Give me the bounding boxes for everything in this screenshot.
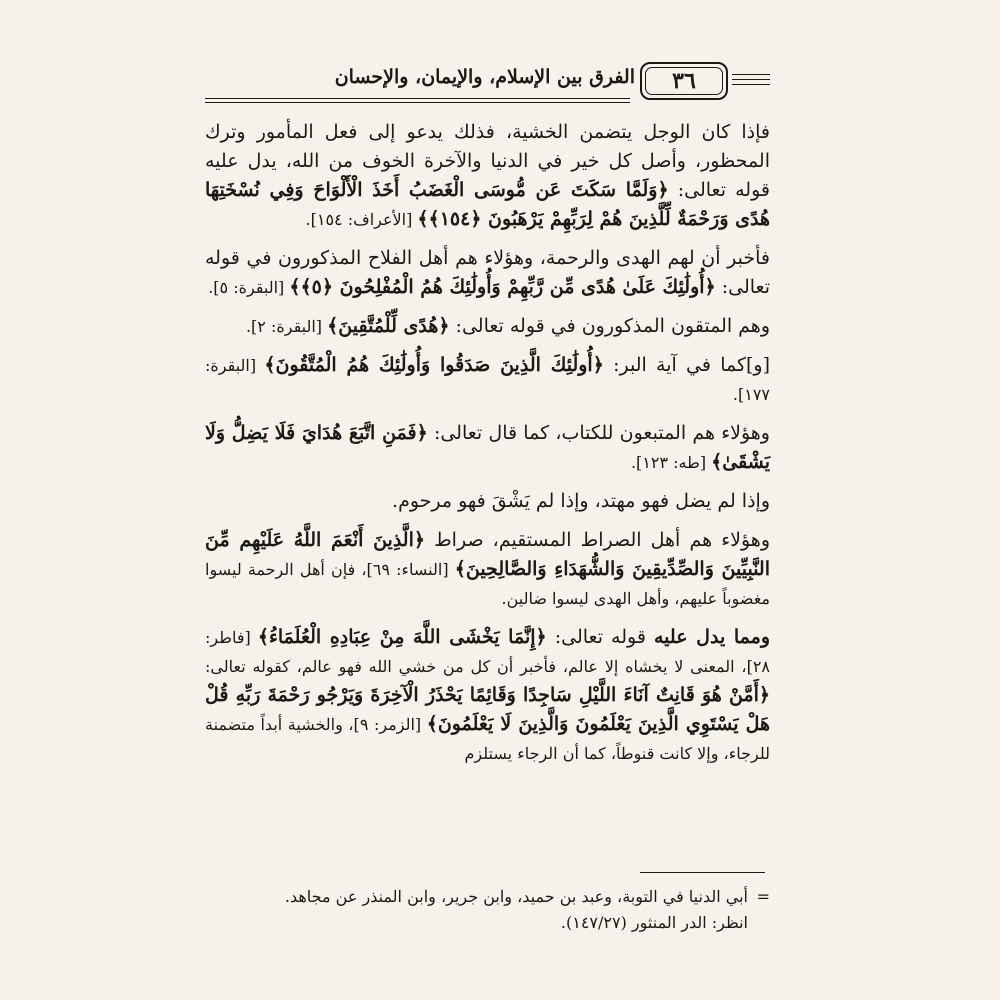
- verse-reference: [طه: ١٢٣].: [630, 453, 712, 472]
- verse-reference: [فاطر: ٢٨]، المعنى لا يخشاه إلا عالم، فأخبر أن كل من خشي الله فهو عالم، كقوله تعالى:: [205, 628, 770, 676]
- text: وإذا لم يضل فهو مهتد، وإذا لم يَشْقَ فهو مرحوم.: [392, 490, 770, 512]
- verse-reference: [البقرة: ٥].: [208, 278, 290, 297]
- paragraph: [205, 623, 770, 768]
- text: وهؤلاء هم أهل الصراط المستقيم، صراط: [425, 529, 770, 551]
- verse-reference: [البقرة: ٢].: [245, 317, 328, 336]
- page-header: [205, 62, 770, 102]
- paragraph: [205, 244, 770, 302]
- quran-verse: ﴿أُولَٰئِكَ عَلَىٰ هُدًى مِّن رَّبِّهِمْ وَأُولَٰئِكَ هُمُ الْمُفْلِحُونَ ﴿٥﴾﴾: [289, 276, 716, 298]
- footnote-continuation-mark: =: [756, 887, 770, 906]
- page-number: ٣٦: [640, 62, 728, 100]
- quran-verse: ﴿الَّذِينَ أَنْعَمَ اللَّهُ عَلَيْهِم مِّنَ النَّبِيِّينَ وَالصِّدِّيقِينَ وَالشُّهَدَاءِ وَالصَّالِحِينَ﴾: [205, 529, 771, 580]
- ornament-rule: [732, 74, 770, 75]
- verse-reference: [النساء: ٦٩]، فإن أهل الرحمة ليسوا مغضوباً عليهم، وأهل الهدى ليسوا ضالين.: [205, 560, 770, 608]
- quran-verse: ﴿وَلَمَّا سَكَتَ عَن مُّوسَى الْغَضَبُ أَخَذَ الْأَلْوَاحَ وَفِي نُسْخَتِهَا هُدًى وَرَحْمَةٌ لِّلَّذِينَ هُمْ لِرَبِّهِمْ يَرْهَبُونَ ﴿١٥٤﴾﴾: [205, 179, 770, 230]
- header-rule: [205, 102, 630, 103]
- main-text: [205, 118, 770, 778]
- text: فأخبر أن لهم الهدى والرحمة، وهؤلاء هم أهل الفلاح المذكورون في قوله تعالى:: [205, 247, 770, 298]
- running-title: الفرق بين الإسلام، والإيمان، والإحسان: [334, 66, 635, 88]
- paragraph: [205, 118, 770, 234]
- quran-verse: ﴿هُدًى لِّلْمُتَّقِينَ﴾: [327, 315, 450, 337]
- text: قوله تعالى:: [546, 626, 654, 648]
- text: وهؤلاء هم المتبعون للكتاب، كما قال تعالى:: [427, 422, 770, 444]
- verse-reference: [الأعراف: ١٥٤].: [305, 210, 418, 229]
- verse-reference: [الزمر: ٩]، والخشية أبداً متضمنة للرجاء، وإلا كانت قنوطاً، كما أن الرجاء يستلزم: [205, 715, 770, 763]
- ornament-rule: [732, 79, 770, 80]
- verse-reference: [البقرة: ١٧٧].: [205, 356, 770, 404]
- footnote-line: أبي الدنيا في التوبة، وعبد بن حميد، وابن جرير، وابن المنذر عن مجاهد.: [284, 887, 748, 906]
- quran-verse: ﴿أُولَٰئِكَ الَّذِينَ صَدَقُوا وَأُولَٰئِكَ هُمُ الْمُتَّقُونَ﴾: [264, 354, 604, 376]
- paragraph: [205, 312, 770, 341]
- quran-verse: ﴿أَمَّنْ هُوَ قَانِتٌ آنَاءَ اللَّيْلِ سَاجِدًا وَقَائِمًا يَحْذَرُ الْآخِرَةَ وَيَرْجُو رَحْمَةَ رَبِّهِ قُلْ هَلْ يَسْتَوِي الَّذِينَ يَعْلَمُونَ وَالَّذِينَ لَا يَعْلَمُونَ﴾: [205, 684, 771, 735]
- paragraph: [205, 351, 770, 409]
- text: وهم المتقون المذكورون في قوله تعالى:: [449, 315, 770, 337]
- footnote: [205, 884, 770, 936]
- paragraph: [205, 487, 770, 516]
- quran-verse: ﴿إِنَّمَا يَخْشَى اللَّهَ مِنْ عِبَادِهِ الْعُلَمَاءُ﴾: [257, 626, 547, 648]
- paragraph: [205, 526, 770, 613]
- quran-verse: ﴿فَمَنِ اتَّبَعَ هُدَايَ فَلَا يَضِلُّ وَلَا يَشْقَىٰ﴾: [205, 422, 770, 473]
- footnote-line: انظر: الدر المنثور (١٤٧/٢٧).: [560, 913, 748, 932]
- bold-lead: ومما يدل عليه: [653, 626, 770, 648]
- footnote-rule: [640, 872, 765, 873]
- text: فإذا كان الوجل يتضمن الخشية، فذلك يدعو إلى فعل المأمور وترك المحظور، وأصل كل خير في الدنيا والآخرة الخوف من الله، يدل عليه قوله تعالى:: [205, 121, 770, 201]
- header-rule: [205, 98, 630, 99]
- paragraph: [205, 419, 770, 477]
- text: [و]كما في آية البر:: [603, 354, 771, 376]
- ornament-rule: [732, 84, 770, 85]
